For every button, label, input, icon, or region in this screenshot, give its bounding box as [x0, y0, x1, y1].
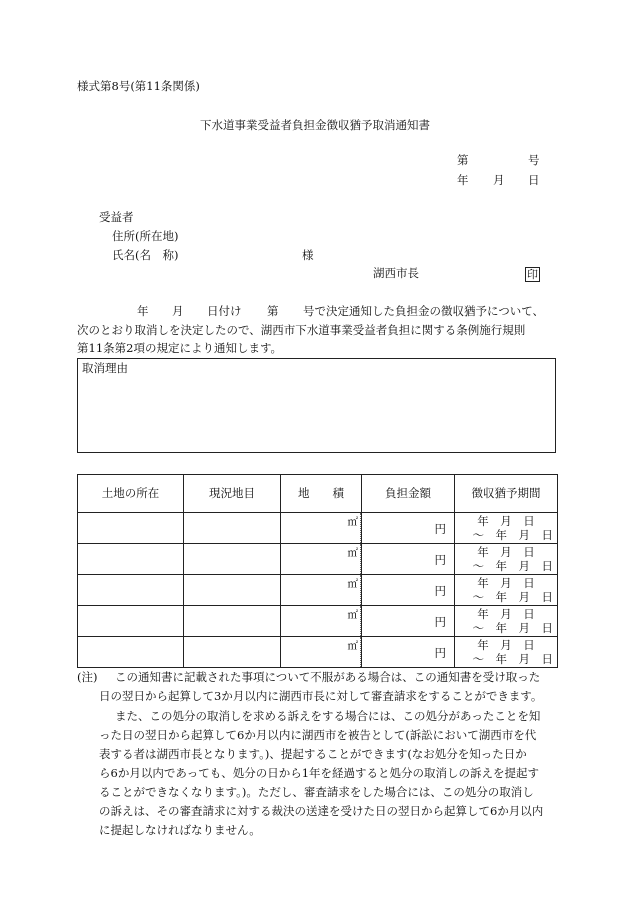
- cell-deferral-period: [455, 544, 558, 575]
- reason-box: [77, 358, 556, 453]
- cell-land-category: [184, 513, 281, 544]
- note-line: この通知書に記載された事項について不服がある場合は、この通知書を受け取った: [115, 670, 541, 684]
- area-unit: ㎡: [347, 516, 358, 528]
- cell-land-category: [184, 544, 281, 575]
- header-area: 地 積: [281, 475, 362, 513]
- cell-deferral-period: [455, 637, 558, 668]
- cell-location: [78, 575, 184, 606]
- body-line3: 第11条第2項の規定により通知します。: [77, 341, 283, 355]
- recipient-heading: 受益者: [99, 210, 134, 224]
- note-line: ることができなくなります。)。ただし、審査請求をした場合には、この処分の取消し: [99, 785, 534, 799]
- table-row: [78, 575, 558, 606]
- address-label: 住所(所在地): [112, 229, 179, 243]
- note-line: 日の翌日から起算して3か月以内に湖西市長に対して審査請求をすることができます。: [99, 689, 543, 703]
- yen-unit: 円: [434, 615, 446, 629]
- table-row: [78, 606, 558, 637]
- name-label: 氏名(名 称): [112, 248, 179, 262]
- table-row: [78, 513, 558, 544]
- issuer-title: 湖西市長: [373, 266, 419, 280]
- period-to: ～ 年 月 日: [472, 590, 553, 604]
- area-unit: ㎡: [347, 547, 358, 559]
- note-line: ら6か月以内であっても、処分の日から1年を経過すると処分の取消しの訴えを提起す: [99, 766, 540, 780]
- form-label: 様式第8号(第11条関係): [77, 79, 200, 93]
- header-deferral-period: 徴収猶予期間: [455, 475, 558, 513]
- doc-date-year: 年: [457, 173, 469, 187]
- note-line: また、この処分の取消しを求める訴えをする場合には、この処分があったことを知: [115, 709, 541, 723]
- period-from: 年 月 日: [477, 607, 535, 621]
- decimal-divider: [344, 606, 361, 636]
- period-from: 年 月 日: [477, 638, 535, 652]
- cell-deferral-period: [455, 606, 558, 637]
- cell-area: [281, 513, 362, 544]
- cell-location: [78, 513, 184, 544]
- yen-unit: 円: [434, 584, 446, 598]
- header-amount: 負担金額: [362, 475, 455, 513]
- document-title: 下水道事業受益者負担金徴収猶予取消通知書: [200, 118, 430, 132]
- seal-box-wrap: [525, 267, 540, 282]
- table-header-row: [78, 475, 558, 513]
- cell-amount: [362, 513, 455, 544]
- body-line2: 次のとおり取消しを決定したので、湖西市下水道事業受益者負担に関する条例施行規則: [77, 323, 526, 337]
- area-unit: ㎡: [347, 578, 358, 590]
- reason-label: 取消理由: [82, 361, 128, 375]
- cell-location: [78, 637, 184, 668]
- body-month: 月: [172, 304, 184, 318]
- cell-amount: [362, 575, 455, 606]
- honorific-sama: 様: [302, 248, 314, 262]
- cell-land-category: [184, 637, 281, 668]
- period-from: 年 月 日: [477, 545, 535, 559]
- cell-area: [281, 575, 362, 606]
- period-to: ～ 年 月 日: [472, 621, 553, 635]
- cell-amount: [362, 637, 455, 668]
- table-row: [78, 544, 558, 575]
- cell-location: [78, 544, 184, 575]
- cell-land-category: [184, 606, 281, 637]
- cell-area: [281, 544, 362, 575]
- cell-amount: [362, 606, 455, 637]
- body-dated: 日付け: [207, 304, 242, 318]
- note-line: に提起しなければなりません。: [99, 823, 261, 837]
- doc-no-go: 号: [528, 153, 540, 167]
- note-line: の訴えは、その審査請求に対する裁決の送達を受けた日の翌日から起算して6か月以内: [99, 804, 544, 818]
- area-unit: ㎡: [347, 640, 358, 652]
- seal-mark: 印: [527, 268, 538, 281]
- doc-date-month: 月: [493, 173, 505, 187]
- period-to: ～ 年 月 日: [472, 559, 553, 573]
- decimal-divider: [344, 513, 361, 543]
- decimal-divider: [344, 637, 361, 667]
- yen-unit: 円: [434, 522, 446, 536]
- decimal-divider: [344, 544, 361, 574]
- cell-deferral-period: [455, 575, 558, 606]
- table-row: [78, 637, 558, 668]
- cell-location: [78, 606, 184, 637]
- note-line: った日の翌日から起算して6か月以内に湖西市を被告として(訴訟において湖西市を代: [99, 728, 537, 742]
- cell-land-category: [184, 575, 281, 606]
- header-location: 土地の所在: [78, 475, 184, 513]
- area-unit: ㎡: [347, 609, 358, 621]
- cell-deferral-period: [455, 513, 558, 544]
- decimal-divider: [344, 575, 361, 605]
- land-table: [77, 474, 558, 668]
- period-from: 年 月 日: [477, 576, 535, 590]
- cell-amount: [362, 544, 455, 575]
- header-land-category: 現況地目: [184, 475, 281, 513]
- body-dai: 第: [267, 304, 279, 318]
- cell-area: [281, 606, 362, 637]
- yen-unit: 円: [434, 646, 446, 660]
- period-to: ～ 年 月 日: [472, 652, 553, 666]
- note-line: 表する者は湖西市長となります。)、提起することができます(なお処分を知った日か: [99, 747, 527, 761]
- body-line1-rest: 号で決定通知した負担金の徴収猶予について、: [303, 304, 545, 318]
- doc-no-dai: 第: [457, 153, 469, 167]
- note-mark: (注): [77, 670, 98, 684]
- cell-area: [281, 637, 362, 668]
- yen-unit: 円: [434, 553, 446, 567]
- period-from: 年 月 日: [477, 514, 535, 528]
- period-to: ～ 年 月 日: [472, 528, 553, 542]
- body-year: 年: [137, 304, 149, 318]
- doc-date-day: 日: [528, 173, 540, 187]
